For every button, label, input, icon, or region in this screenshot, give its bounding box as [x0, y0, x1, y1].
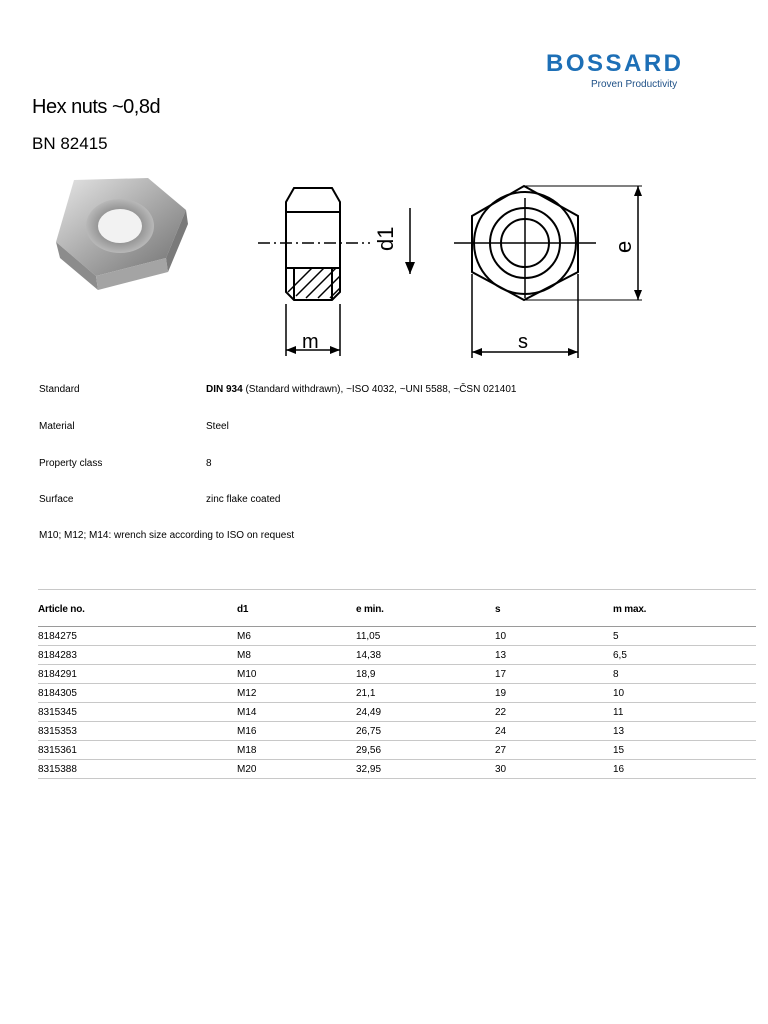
table-row: [38, 684, 756, 703]
property-label-material: Material: [39, 421, 75, 432]
table-cell: 14,38: [356, 650, 382, 661]
column-header-e-min: e min.: [356, 604, 384, 615]
table-cell: 24,49: [356, 707, 382, 718]
table-row: [38, 703, 756, 722]
table-cell: 18,9: [356, 669, 376, 680]
table-cell: 30: [495, 764, 507, 775]
property-value-material: Steel: [206, 421, 229, 432]
column-header-d1: d1: [237, 604, 249, 615]
table-row: [38, 722, 756, 741]
table-cell: 15: [613, 745, 625, 756]
hex-nut-photo: [36, 172, 202, 362]
column-header-m-max: m max.: [613, 604, 647, 615]
table-cell: 19: [495, 688, 507, 699]
table-cell: 8184305: [38, 688, 77, 699]
table-cell: 8315345: [38, 707, 77, 718]
label-e: e: [611, 240, 636, 253]
table-header-row: [38, 589, 756, 627]
table-row: [38, 665, 756, 684]
column-header-article-no: Article no.: [38, 604, 85, 615]
property-label-standard: Standard: [39, 384, 80, 395]
standard-code: DIN 934: [206, 384, 243, 395]
table-cell: 8184275: [38, 631, 77, 642]
table-cell: 24: [495, 726, 507, 737]
table-cell: 5: [613, 631, 619, 642]
table-row: [38, 760, 756, 779]
label-m: m: [302, 331, 319, 353]
bossard-logo: [546, 50, 686, 94]
table-cell: 11,05: [356, 631, 381, 642]
table-cell: 8184283: [38, 650, 77, 661]
logo-wordmark: BOSSARD: [546, 50, 684, 77]
table-cell: M6: [237, 631, 251, 642]
table-row: [38, 627, 756, 646]
page-subtitle: BN 82415: [32, 134, 108, 153]
table-cell: 32,95: [356, 764, 382, 775]
technical-drawing: [240, 168, 660, 368]
property-value-standard: [206, 384, 516, 395]
table-cell: 8315361: [38, 745, 77, 756]
table-cell: M18: [237, 745, 257, 756]
table-cell: M16: [237, 726, 257, 737]
table-cell: 6,5: [613, 650, 627, 661]
table-cell: 22: [495, 707, 507, 718]
property-value-surface: zinc flake coated: [206, 494, 281, 505]
note-text: M10; M12; M14: wrench size according to ISO on request: [39, 530, 295, 541]
column-header-s: s: [495, 604, 501, 615]
table-cell: 29,56: [356, 745, 382, 756]
table-row: [38, 646, 756, 665]
table-cell: M8: [237, 650, 251, 661]
table-cell: 26,75: [356, 726, 382, 737]
article-table: [38, 589, 756, 779]
table-cell: 8184291: [38, 669, 77, 680]
table-cell: M14: [237, 707, 257, 718]
table-cell: 11: [613, 707, 624, 718]
table-row: [38, 741, 756, 760]
label-s: s: [518, 331, 528, 353]
table-cell: M10: [237, 669, 257, 680]
table-cell: 8315353: [38, 726, 77, 737]
table-cell: M12: [237, 688, 257, 699]
table-cell: 21,1: [356, 688, 376, 699]
table-cell: M20: [237, 764, 257, 775]
table-cell: 8315388: [38, 764, 77, 775]
table-cell: 13: [495, 650, 507, 661]
table-cell: 17: [495, 669, 507, 680]
label-d1: d1: [373, 226, 398, 251]
table-cell: 10: [613, 688, 625, 699]
table-cell: 16: [613, 764, 625, 775]
table-cell: 10: [495, 631, 507, 642]
property-label-surface: Surface: [39, 494, 74, 505]
property-label-property-class: Property class: [39, 458, 103, 469]
standard-details: (Standard withdrawn), ~ISO 4032, ~UNI 5588, ~ČSN 021401: [242, 384, 517, 395]
logo-tagline: Proven Productivity: [591, 79, 678, 90]
table-cell: 27: [495, 745, 507, 756]
property-value-property-class: 8: [206, 458, 212, 469]
table-cell: 13: [613, 726, 625, 737]
page-title: Hex nuts ~0,8d: [32, 96, 161, 118]
table-cell: 8: [613, 669, 619, 680]
